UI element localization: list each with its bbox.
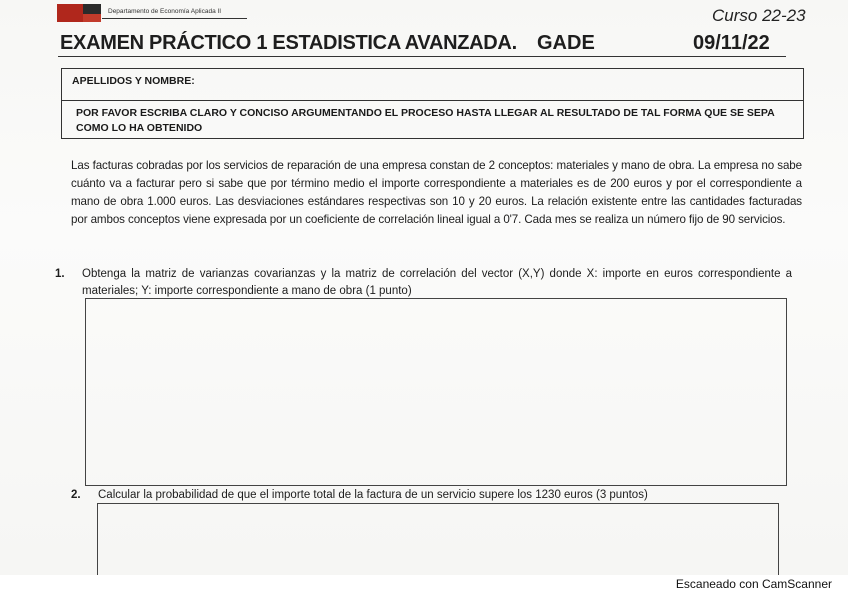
- exam-date: 09/11/22: [693, 32, 770, 54]
- question-number: 1.: [55, 268, 65, 280]
- camscanner-watermark: Escaneado con CamScanner: [675, 577, 832, 591]
- degree-label: GADE: [537, 32, 595, 54]
- problem-statement: Las facturas cobradas por los servicios de reparación de una empresa constan de 2 conceptos: materiales y mano de obra. La empresa no sabe cuánto va a facturar pero si sabe que por término medio el importe correspondiente a materiales es de 200 euros y por el correspondiente a mano de obra 1.000 euros. Las desviaciones estándares respectivas son 10 y 20 euros. La relación existente entre las cantidades facturadas por ambos conceptos viene expresada por un coeficiente de correlación lineal igual a 0'7. Cada mes se realiza un número fijo de 90 servicios.: [71, 159, 802, 226]
- instructions-text: POR FAVOR ESCRIBA CLARO Y CONCISO ARGUMENTANDO EL PROCESO HASTA LLEGAR AL RESULTADO DE TAL FORMA QUE SE SEPA COMO LO HA OBTENIDO: [76, 107, 775, 134]
- university-logo: [57, 4, 101, 22]
- student-name-label: APELLIDOS Y NOMBRE:: [72, 75, 195, 87]
- course-label: Curso 22-23: [712, 6, 806, 25]
- answer-box-1[interactable]: [85, 298, 787, 486]
- header-divider: [102, 18, 247, 19]
- student-name-box[interactable]: [61, 68, 804, 101]
- title-underline: [58, 56, 786, 57]
- department-name: Departamento de Economía Aplicada II: [108, 8, 222, 15]
- question-text: Calcular la probabilidad de que el importe total de la factura de un servicio supere los 1230 euros (3 puntos): [98, 489, 648, 501]
- question-number: 2.: [71, 489, 81, 501]
- answer-box-2[interactable]: [97, 503, 779, 584]
- instructions-box: [61, 100, 804, 139]
- exam-title: EXAMEN PRÁCTICO 1 ESTADISTICA AVANZADA.: [60, 32, 517, 54]
- question-text: Obtenga la matriz de varianzas covarianzas y la matriz de correlación del vector (X,Y) donde X: importe en euros correspondiente a materiales; Y: importe correspondiente a mano de obra (1 punto): [82, 268, 792, 297]
